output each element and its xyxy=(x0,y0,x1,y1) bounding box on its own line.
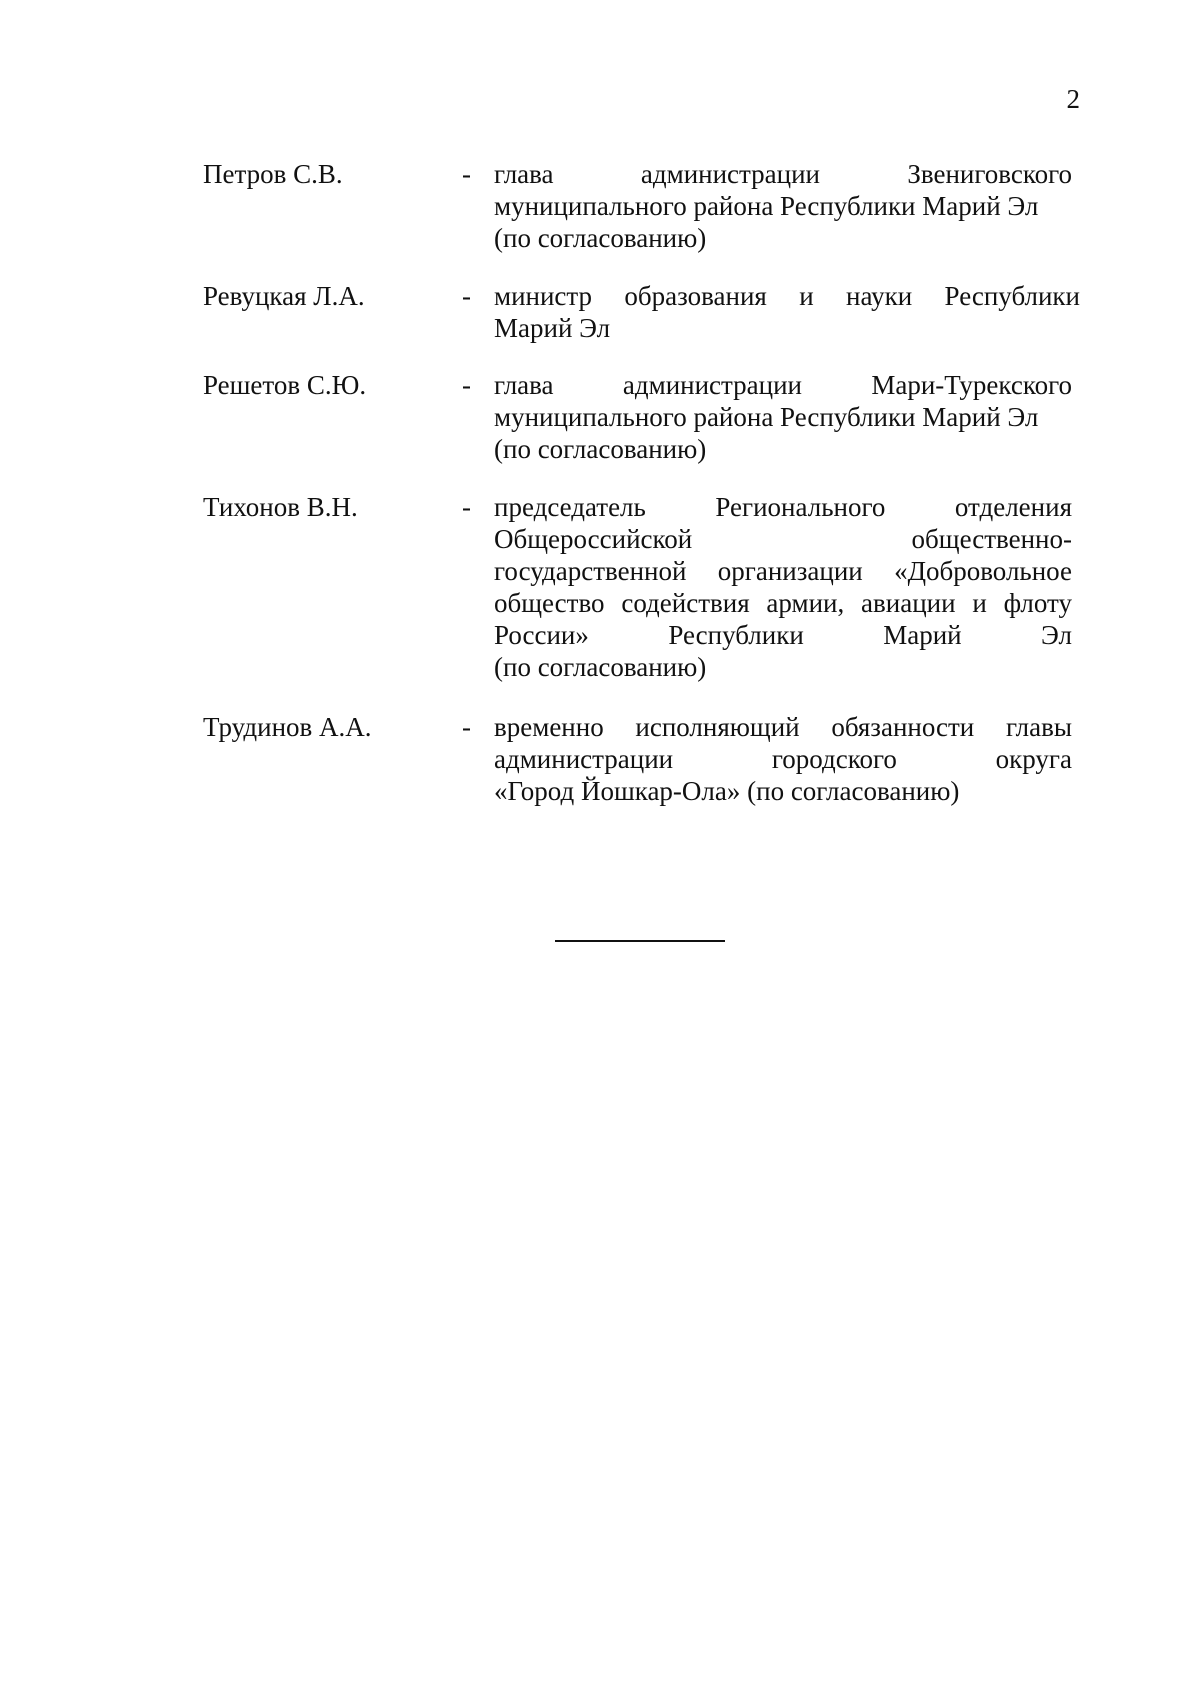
position-line: Общероссийской общественно- xyxy=(494,524,1072,554)
position-line: администрации городского округа xyxy=(494,744,1072,774)
entry-dash: - xyxy=(462,712,471,742)
position-line: министр образования и науки Республики xyxy=(494,281,1080,311)
position-line: «Город Йошкар-Ола» (по согласованию) xyxy=(494,776,960,806)
position-line: глава администрации Мари-Турекского xyxy=(494,370,1072,400)
member-name: Трудинов А.А. xyxy=(203,712,372,742)
entry-dash: - xyxy=(462,492,471,522)
closing-rule xyxy=(555,940,725,942)
member-position xyxy=(494,280,1080,344)
member-name: Тихонов В.Н. xyxy=(203,492,358,522)
entry-dash: - xyxy=(462,370,471,400)
member-name: Ревуцкая Л.А. xyxy=(203,281,365,311)
position-line: глава администрации Звениговского xyxy=(494,159,1072,189)
position-line: временно исполняющий обязанности главы xyxy=(494,712,1072,742)
page-number: 2 xyxy=(1066,84,1080,114)
member-position xyxy=(494,711,1072,807)
member-name: Петров С.В. xyxy=(203,159,343,189)
position-line: (по согласованию) xyxy=(494,652,707,682)
position-line: Марий Эл xyxy=(494,313,611,343)
position-line: общество содействия армии, авиации и флоту xyxy=(494,588,1072,618)
position-line: муниципального района Республики Марий Эл xyxy=(494,402,1039,432)
position-line: (по согласованию) xyxy=(494,434,707,464)
member-name: Решетов С.Ю. xyxy=(203,370,367,400)
position-line: государственной организации «Добровольное xyxy=(494,556,1072,586)
member-position xyxy=(494,491,1072,683)
position-line: муниципального района Республики Марий Эл xyxy=(494,191,1039,221)
position-line: председатель Регионального отделения xyxy=(494,492,1072,522)
position-line: России» Республики Марий Эл xyxy=(494,620,1072,650)
entry-dash: - xyxy=(462,159,471,189)
member-position xyxy=(494,369,1072,465)
entry-dash: - xyxy=(462,281,471,311)
position-line: (по согласованию) xyxy=(494,223,707,253)
member-position xyxy=(494,158,1072,254)
